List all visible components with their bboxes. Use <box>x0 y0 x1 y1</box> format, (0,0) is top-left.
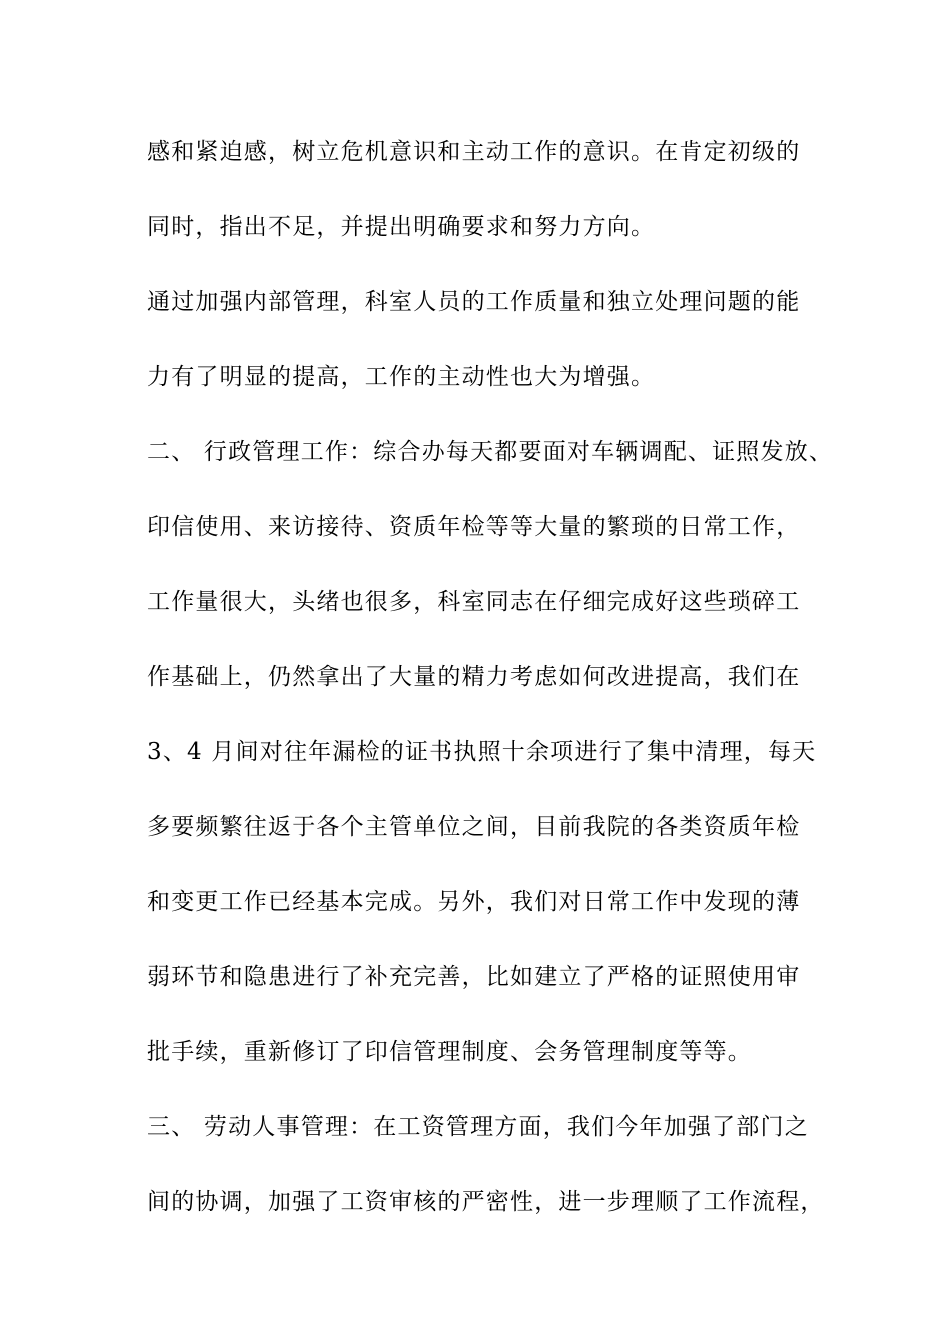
text-line-5: 二、 行政管理工作：综合办每天都要面对车辆调配、证照发放、 <box>147 439 834 465</box>
text-line-3: 通过加强内部管理，科室人员的工作质量和独立处理问题的能 <box>147 289 801 315</box>
text-line-7: 工作量很大，头绪也很多，科室同志在仔细完成好这些琐碎工 <box>147 589 801 615</box>
text-line-6: 印信使用、来访接待、资质年检等等大量的繁琐的日常工作， <box>147 514 801 540</box>
text-line-14: 三、 劳动人事管理：在工资管理方面，我们今年加强了部门之 <box>147 1114 809 1140</box>
text-line-9: 3、4 月间对往年漏检的证书执照十余项进行了集中清理，每天 <box>147 739 817 765</box>
text-line-4: 力有了明显的提高，工作的主动性也大为增强。 <box>147 364 656 390</box>
text-line-12: 弱环节和隐患进行了补充完善，比如建立了严格的证照使用审 <box>147 964 801 990</box>
text-line-1: 感和紧迫感，树立危机意识和主动工作的意识。在肯定初级的 <box>147 139 801 165</box>
text-line-8: 作基础上，仍然拿出了大量的精力考虑如何改进提高，我们在 <box>147 664 801 690</box>
text-line-2: 同时，指出不足，并提出明确要求和努力方向。 <box>147 214 656 240</box>
text-line-15: 间的协调，加强了工资审核的严密性，进一步理顺了工作流程， <box>147 1189 825 1215</box>
text-line-13: 批手续，重新修订了印信管理制度、会务管理制度等等。 <box>147 1039 752 1065</box>
text-line-10: 多要频繁往返于各个主管单位之间，目前我院的各类资质年检 <box>147 814 801 840</box>
text-line-11: 和变更工作已经基本完成。另外，我们对日常工作中发现的薄 <box>147 889 801 915</box>
